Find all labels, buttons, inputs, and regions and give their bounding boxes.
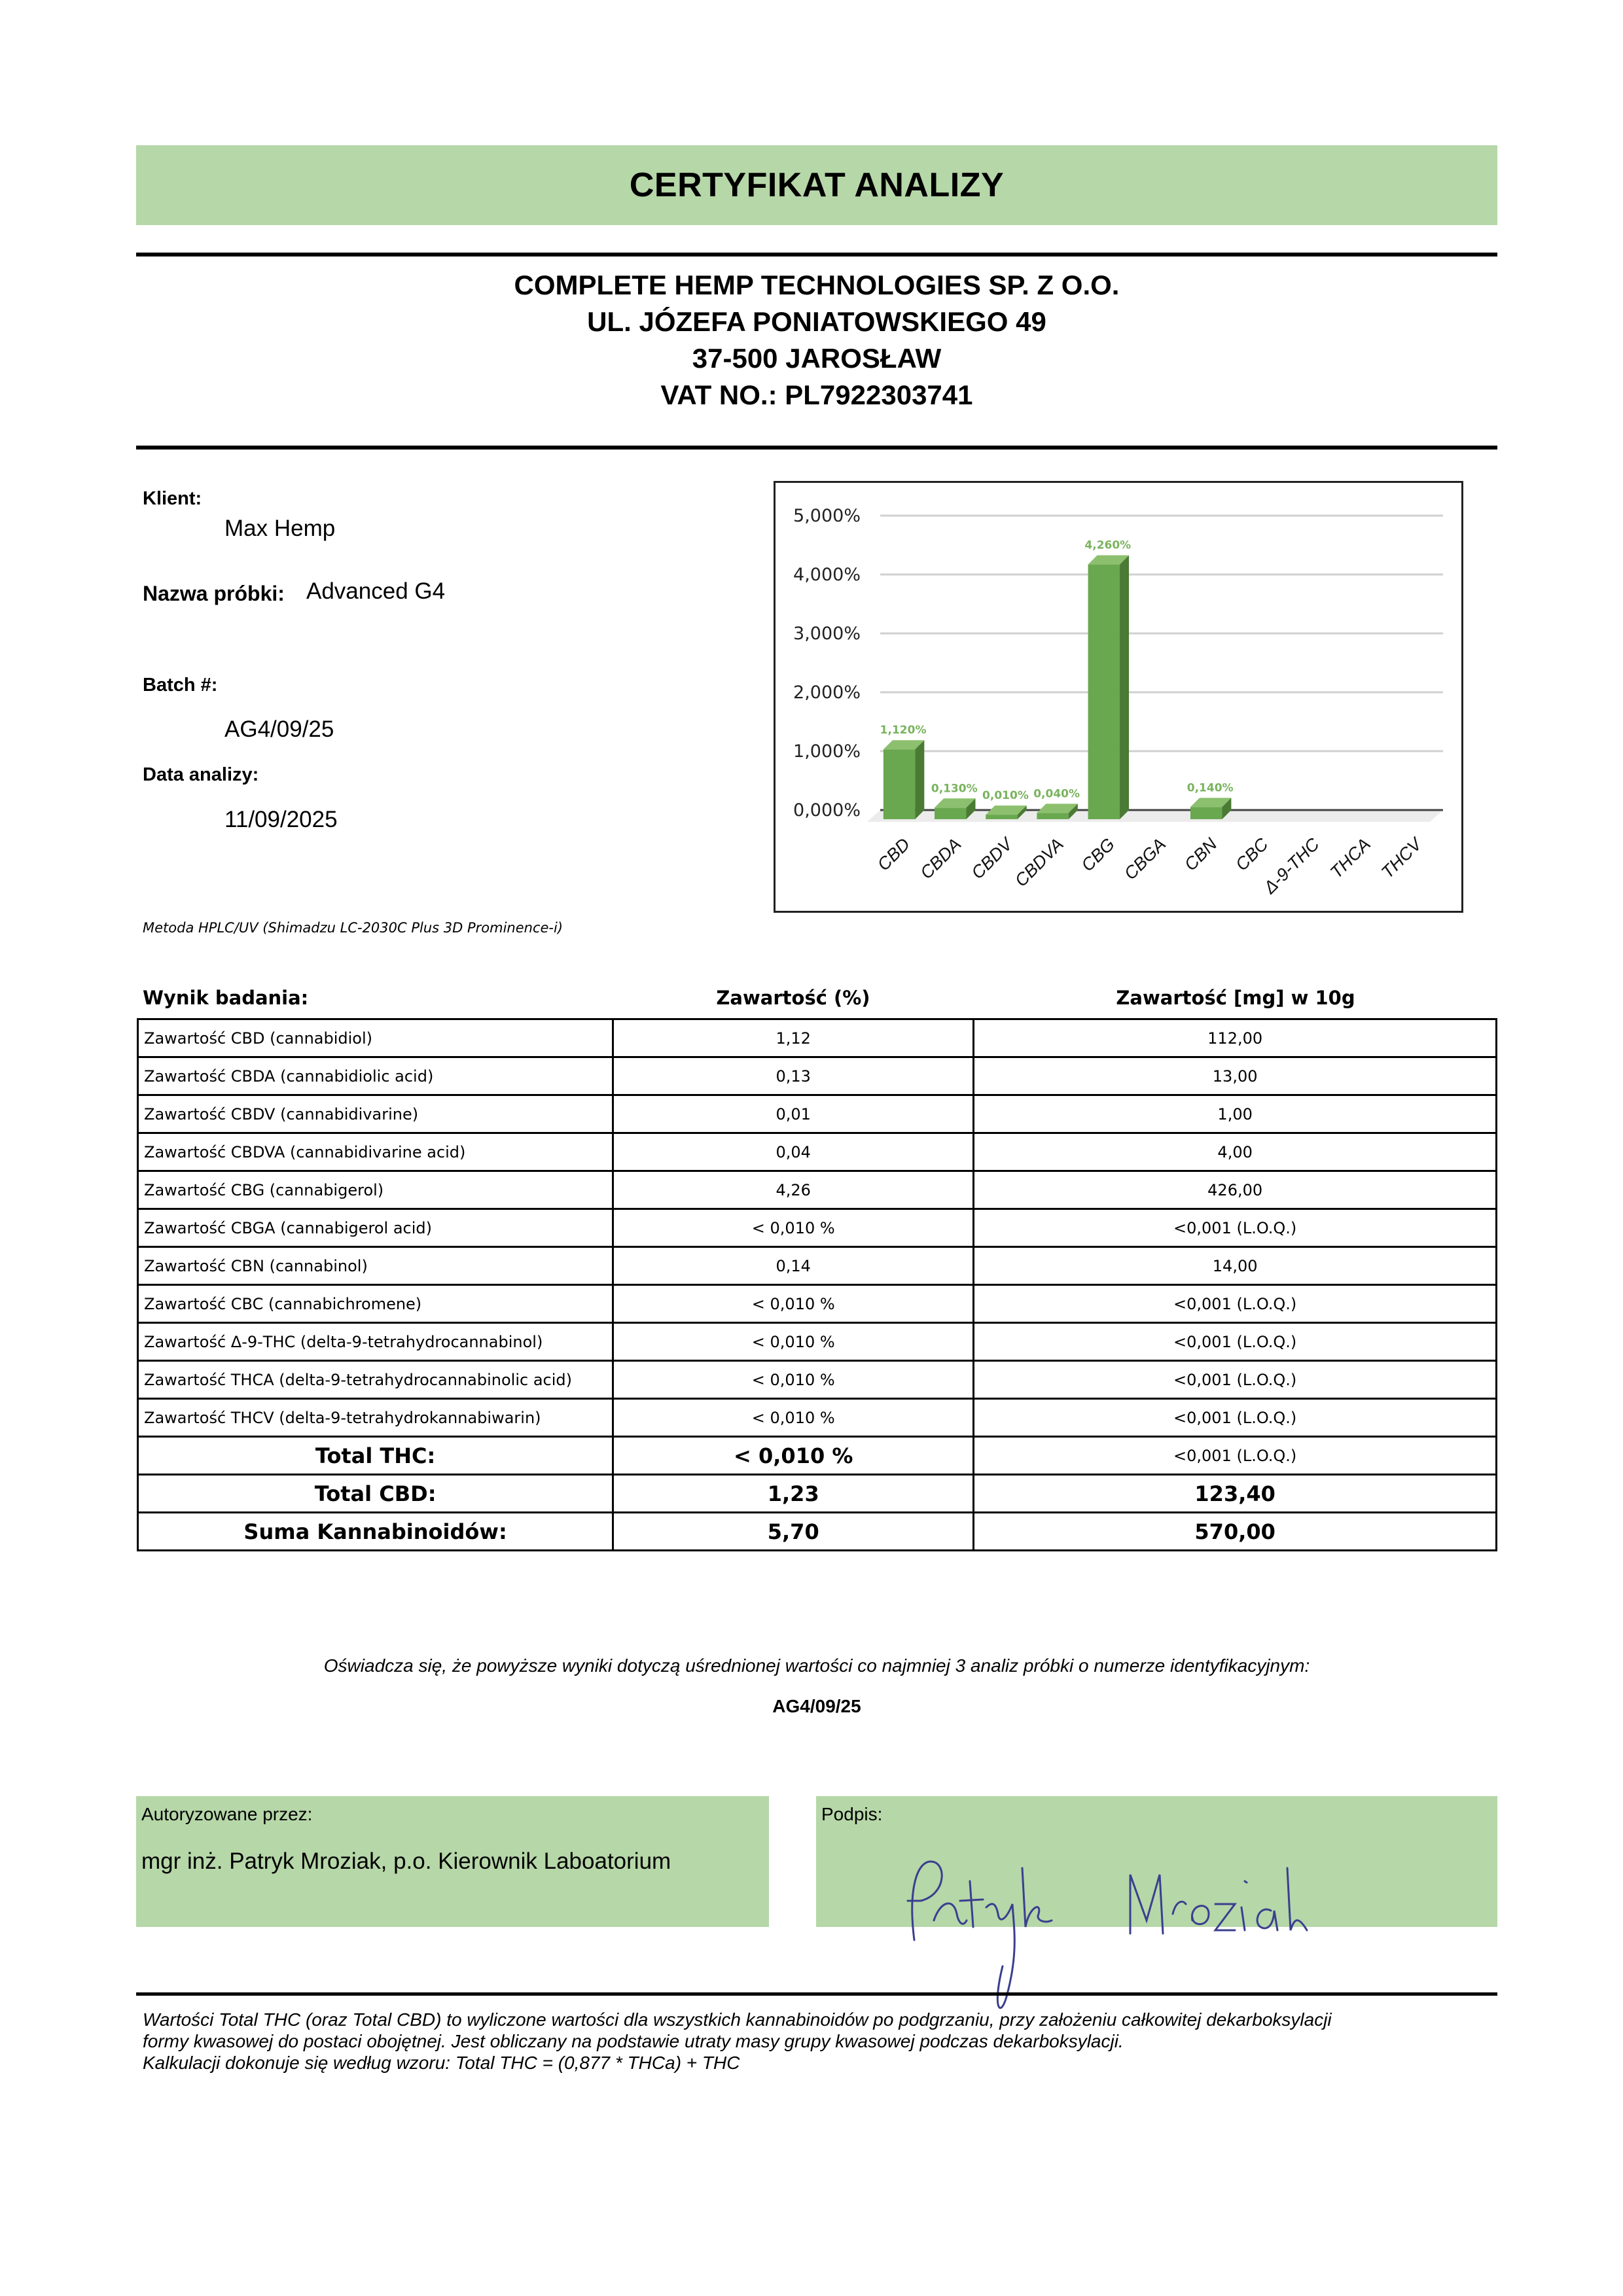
company-divider — [136, 446, 1497, 450]
total-percent-cell: < 0,010 % — [613, 1437, 974, 1475]
mg-cell: 112,00 — [974, 1019, 1497, 1057]
x-tick-label: CBDV — [967, 834, 1016, 883]
data-label: 0,010% — [982, 789, 1029, 803]
x-tick-label: CBDA — [916, 834, 965, 883]
data-label: 1,120% — [880, 724, 927, 737]
analyte-name-cell: Zawartość CBG (cannabigerol) — [138, 1171, 613, 1209]
mg-cell: 4,00 — [974, 1133, 1497, 1171]
analyte-name-cell: Zawartość THCV (delta-9-tetrahydrokannabiwarin) — [138, 1399, 613, 1437]
mg-cell: 13,00 — [974, 1057, 1497, 1095]
total-percent-cell: 5,70 — [613, 1513, 974, 1551]
analyte-name-cell: Zawartość Δ-9-THC (delta-9-tetrahydrocannabinol) — [138, 1323, 613, 1361]
company-block — [136, 267, 1497, 414]
percent-cell: 0,13 — [613, 1057, 974, 1095]
percent-cell: 1,12 — [613, 1019, 974, 1057]
y-tick-label: 4,000% — [793, 565, 861, 585]
percent-cell: < 0,010 % — [613, 1285, 974, 1323]
table-row — [138, 1019, 1497, 1057]
bar-cbdva — [1037, 813, 1068, 819]
x-tick-label: CBDVA — [1010, 834, 1067, 891]
chart-svg — [776, 483, 1461, 911]
data-label: 0,040% — [1033, 787, 1080, 801]
x-tick-label: CBG — [1077, 834, 1119, 875]
x-tick-label: CBGA — [1120, 834, 1170, 884]
document-title: CERTYFIKAT ANALIZY — [629, 166, 1005, 204]
top-divider — [136, 253, 1497, 256]
y-tick-label: 3,000% — [793, 624, 861, 644]
total-percent-cell: 1,23 — [613, 1475, 974, 1513]
total-label-cell: Total CBD: — [138, 1475, 613, 1513]
client-label: Klient: — [143, 488, 202, 509]
authorized-by-box — [136, 1796, 769, 1927]
date-value: 11/09/2025 — [224, 807, 338, 832]
company-vat: VAT NO.: PL7922303741 — [660, 380, 973, 410]
mg-cell: <0,001 (L.O.Q.) — [974, 1209, 1497, 1247]
table-row — [138, 1095, 1497, 1133]
averaging-statement: Oświadcza się, że powyższe wyniki dotyczą uśrednionej wartości co najmniej 3 analiz próbki o numerze identyfikacyjnym: — [323, 1655, 1310, 1676]
totals-row — [138, 1437, 1497, 1475]
signature-box — [816, 1796, 1497, 1927]
footer-divider — [136, 1992, 1497, 1996]
mg-cell: 1,00 — [974, 1095, 1497, 1133]
results-heading: Wynik badania: — [143, 987, 309, 1009]
percent-cell: < 0,010 % — [613, 1209, 974, 1247]
authorized-by-name: mgr inż. Patryk Mroziak, p.o. Kierownik Laboatorium — [141, 1848, 671, 1874]
analyte-name-cell: Zawartość THCA (delta-9-tetrahydrocannabinolic acid) — [138, 1361, 613, 1399]
table-row — [138, 1171, 1497, 1209]
analyte-name-cell: Zawartość CBC (cannabichromene) — [138, 1285, 613, 1323]
percent-cell: 0,14 — [613, 1247, 974, 1285]
total-mg-cell: 570,00 — [974, 1513, 1497, 1551]
footnote-line-3: Kalkulacji dokonuje się według wzoru: Total THC = (0,877 * THCa) + THC — [143, 2053, 740, 2073]
x-tick-label: THCA — [1326, 834, 1374, 883]
table-row — [138, 1057, 1497, 1095]
x-tick-label: Δ-9-THC — [1260, 834, 1323, 898]
mg-cell: <0,001 (L.O.Q.) — [974, 1285, 1497, 1323]
footnote-line-1: Wartości Total THC (oraz Total CBD) to wyliczone wartości dla wszystkich kannabinoidów po podgrzaniu, przy założeniu całkowitej dekarboksylacji — [143, 2009, 1332, 2030]
analyte-name-cell: Zawartość CBDVA (cannabidivarine acid) — [138, 1133, 613, 1171]
table-row — [138, 1399, 1497, 1437]
y-tick-label: 0,000% — [793, 800, 861, 821]
analyte-name-cell: Zawartość CBD (cannabidiol) — [138, 1019, 613, 1057]
x-tick-label: CBN — [1180, 834, 1221, 875]
bar-side-cbd — [915, 740, 924, 819]
x-tick-label: CBC — [1232, 834, 1272, 875]
mg-cell: <0,001 (L.O.Q.) — [974, 1323, 1497, 1361]
bar-cbg — [1088, 565, 1120, 819]
authorized-by-label: Autoryzowane przez: — [141, 1804, 313, 1824]
totals-row — [138, 1513, 1497, 1551]
analyte-name-cell: Zawartość CBDV (cannabidivarine) — [138, 1095, 613, 1133]
method-note: Metoda HPLC/UV (Shimadzu LC-2030C Plus 3D Prominence-i) — [143, 920, 563, 936]
mg-cell: 14,00 — [974, 1247, 1497, 1285]
x-tick-label: THCV — [1377, 834, 1426, 883]
y-tick-label: 5,000% — [793, 506, 861, 526]
percent-cell: < 0,010 % — [613, 1323, 974, 1361]
client-value: Max Hemp — [224, 516, 336, 541]
data-label: 4,260% — [1084, 539, 1132, 552]
bar-cbn — [1190, 807, 1222, 819]
batch-label: Batch #: — [143, 675, 218, 696]
handwritten-signature — [895, 1822, 1418, 1992]
percent-cell: 0,04 — [613, 1133, 974, 1171]
percent-column-header: Zawartość (%) — [716, 987, 870, 1009]
bar-side-cbg — [1120, 556, 1129, 819]
table-row — [138, 1133, 1497, 1171]
results-table — [137, 1018, 1497, 1551]
total-mg-cell: <0,001 (L.O.Q.) — [974, 1437, 1497, 1475]
percent-cell: 0,01 — [613, 1095, 974, 1133]
data-label: 0,130% — [931, 782, 978, 796]
bar-cbda — [935, 807, 966, 819]
y-tick-label: 1,000% — [793, 741, 861, 762]
percent-cell: < 0,010 % — [613, 1399, 974, 1437]
y-tick-label: 2,000% — [793, 682, 861, 703]
table-row — [138, 1247, 1497, 1285]
x-tick-label: CBD — [873, 834, 914, 875]
table-row — [138, 1323, 1497, 1361]
footnote-line-2: formy kwasowej do postaci obojętnej. Jest obliczany na podstawie utraty masy grupy kwasowej podczas dekarboksylacji. — [143, 2031, 1124, 2051]
total-label-cell: Total THC: — [138, 1437, 613, 1475]
table-row — [138, 1361, 1497, 1399]
totals-row — [138, 1475, 1497, 1513]
percent-cell: 4,26 — [613, 1171, 974, 1209]
batch-value: AG4/09/25 — [224, 716, 334, 742]
analyte-name-cell: Zawartość CBN (cannabinol) — [138, 1247, 613, 1285]
sample-label: Nazwa próbki: — [143, 582, 285, 605]
company-city: 37-500 JAROSŁAW — [692, 343, 942, 374]
date-label: Data analizy: — [143, 764, 259, 785]
mg-cell: <0,001 (L.O.Q.) — [974, 1361, 1497, 1399]
bar-cbdv — [986, 815, 1017, 819]
analyte-name-cell: Zawartość CBGA (cannabigerol acid) — [138, 1209, 613, 1247]
analyte-name-cell: Zawartość CBDA (cannabidiolic acid) — [138, 1057, 613, 1095]
sample-value: Advanced G4 — [306, 578, 446, 604]
bar-cbd — [883, 749, 915, 819]
statement-sample-id: AG4/09/25 — [772, 1696, 861, 1716]
company-street: UL. JÓZEFA PONIATOWSKIEGO 49 — [587, 306, 1046, 337]
total-label-cell: Suma Kannabinoidów: — [138, 1513, 613, 1551]
mg-column-header: Zawartość [mg] w 10g — [1116, 987, 1355, 1009]
cannabinoid-chart — [774, 481, 1463, 913]
total-mg-cell: 123,40 — [974, 1475, 1497, 1513]
table-row — [138, 1285, 1497, 1323]
company-name: COMPLETE HEMP TECHNOLOGIES SP. Z O.O. — [514, 270, 1120, 300]
data-label: 0,140% — [1186, 781, 1234, 795]
title-band — [136, 145, 1497, 225]
signature-label: Podpis: — [821, 1804, 883, 1824]
mg-cell: <0,001 (L.O.Q.) — [974, 1399, 1497, 1437]
table-row — [138, 1209, 1497, 1247]
mg-cell: 426,00 — [974, 1171, 1497, 1209]
percent-cell: < 0,010 % — [613, 1361, 974, 1399]
footnote — [143, 2009, 1484, 2074]
